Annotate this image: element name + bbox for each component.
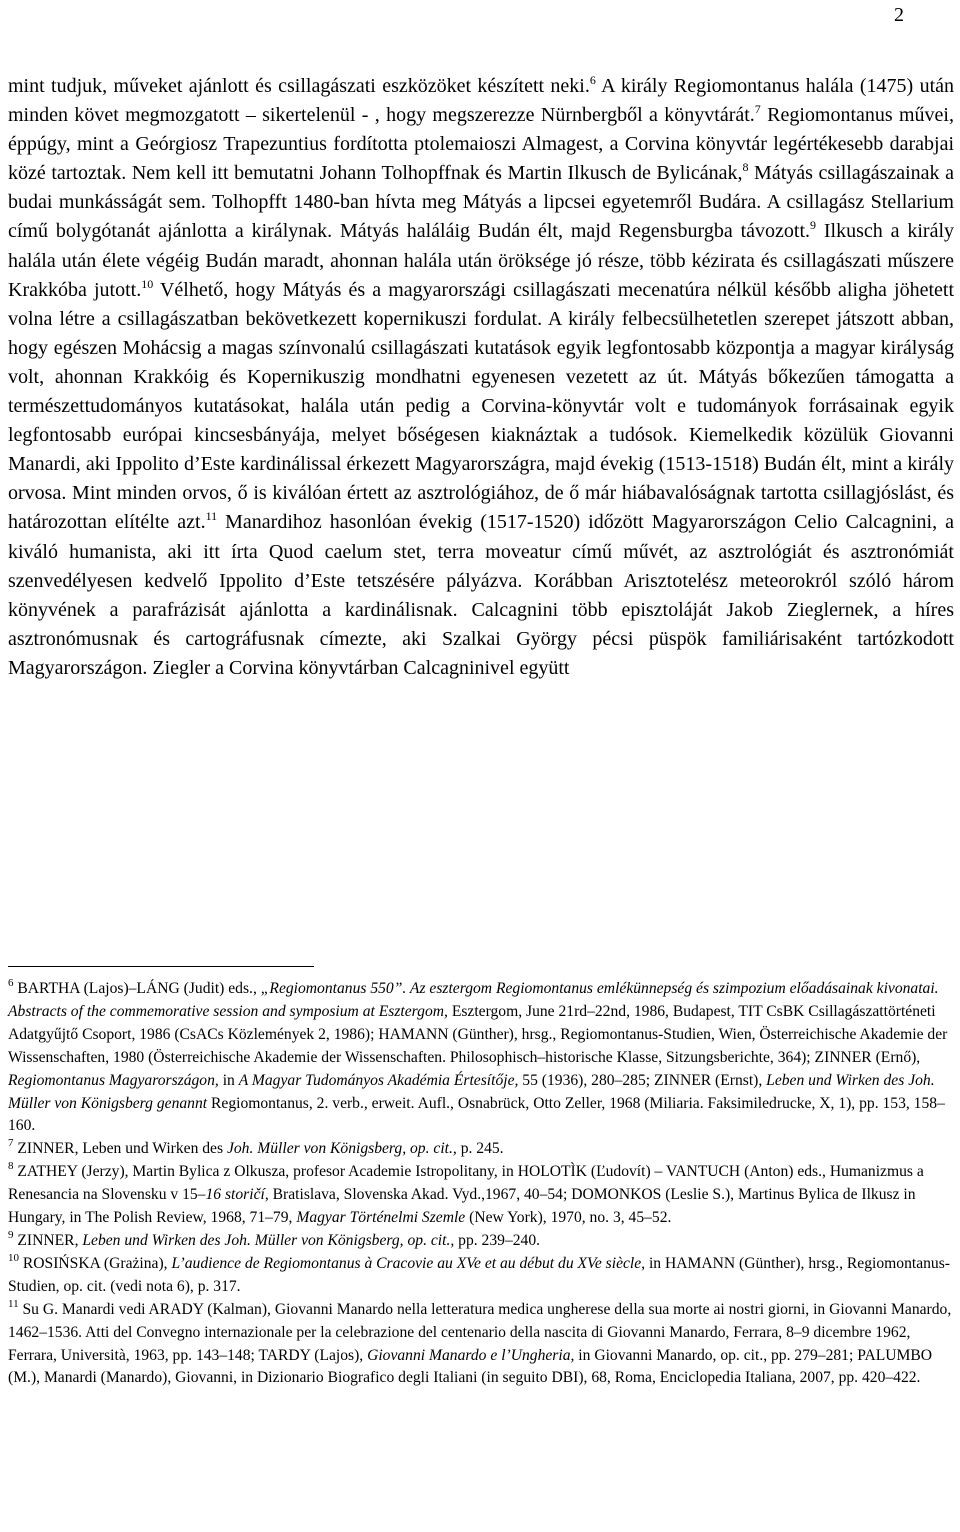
footnote-text: Esztergom, June 21rd–22nd, 1986, Budapest, TIT CsBK Csillagászattörténeti Adatgyűjtő Csoport, 1986 (CsACs Közlemények 2, 1986); HAMANN (Günther), hrsg., Regiomontanus-Studien, Wien, Österreichische Akademie der Wissenschaften, 1980 (Österreichische Akademie der Wissenschaften. Philosophisch–historische Klasse, Sitzungsberichte, 364); ZINNER (Ernő), <box>8 1002 948 1066</box>
footnote-6 <box>8 978 954 1138</box>
footnote-text: Regiomontanus, 2. verb., erweit. Aufl., Osnabrück, Otto Zeller, 1968 (Miliaria. Faksimiledrucke, X, 1), pp. 153, 158–160. <box>8 1094 945 1135</box>
footnote-italic-text: Leben und Wirken des Joh. Müller von Königsberg, op. cit., <box>82 1231 455 1249</box>
footnote-text: ZINNER, Leben und Wirken des <box>13 1140 227 1158</box>
footnote-ref: 6 <box>589 73 596 87</box>
footnote-text: Bratislava, Slovenska Akad. Vyd.,1967, 40–54; DOMONKOS (Leslie S.), Martinus Bylica de Ilkusz in Hungary, in The Polish Review, 1968, 71–79, <box>8 1186 916 1227</box>
footnote-italic-text: „Regiomontanus 550”. Az esztergom Regiomontanus emlékünnepség és szimpozium előadásainak kivonatai. Abstracts of the commemorative session and symposium at Esztergom, <box>8 980 939 1020</box>
footnote-text: in Giovanni Manardo, op. cit., pp. 279–281; PALUMBO (M.), Manardi (Manardo), Giovanni, in Dizionario Biografico degli Italiani (in seguito DBI), 68, Roma, Enciclopedia Italiana, 2007, pp. 420–422. <box>8 1346 933 1387</box>
footnote-10 <box>8 1253 954 1299</box>
footnote-ref: 10 <box>141 276 154 291</box>
main-text <box>8 72 954 683</box>
footnote-ref: 8 <box>742 160 749 175</box>
footnote-text: 55 (1936), 280–285; ZINNER (Ernst), <box>518 1071 767 1089</box>
footnote-ref: 7 <box>754 102 761 117</box>
footnote-text: ROSIŃSKA (Grażina), <box>19 1254 172 1272</box>
footnote-number: 11 <box>8 1297 19 1310</box>
text-run: mint tudjuk, műveket ajánlott és csillagászati eszközöket készített neki. <box>8 75 590 97</box>
footnotes <box>8 978 954 1390</box>
footnote-text: in <box>218 1071 239 1089</box>
footnote-7 <box>8 1138 954 1161</box>
footnote-italic-text: Regiomontanus Magyarországon, <box>8 1071 219 1089</box>
footnote-text: (New York), 1970, no. 3, 45–52. <box>465 1209 672 1227</box>
footnote-text: in HAMANN (Günther), hrsg., Regiomontanus-Studien, op. cit. (vedi nota 6), p. 317. <box>8 1254 950 1295</box>
page-number: 2 <box>894 4 904 26</box>
footnote-number: 6 <box>8 977 14 989</box>
footnote-text: BARTHA (Lajos)–LÁNG (Judit) eds., <box>13 980 261 997</box>
footnote-italic-text: Leben und Wirken des Joh. Müller von Königsberg genannt <box>8 1071 935 1112</box>
footnote-italic-text: Giovanni Manardo e l’Ungheria, <box>367 1346 575 1364</box>
text-run: A király Regiomontanus halála (1475) után minden követ megmozgatott – sikertelenül - , hogy megszerezze Nürnbergből a könyvtárát. <box>8 75 954 127</box>
footnote-11 <box>8 1299 954 1391</box>
text-run: Manardihoz hasonlóan évekig (1517-1520) időzött Magyarországon Celio Calcagnini, a kiváló humanista, aki itt írta Quod caelum stet, terra moveatur című művét, az asztrológiát és asztronómiát szenvedélyesen kedvelő Ippolito d’Este tetszésére pályázva. Korábban Arisztotelész meteorokról szóló három könyvének a parafrázisát ajánlotta a kardinálisnak. Calcagnini több episztoláját Jakob Zieglernek, a híres asztronómusnak és cartográfusnak címezte, aki Szalkai György pécsi püspök familiárisaként tartózkodott Magyarországon. Ziegler a Corvina könyvtárban Calcagninivel együtt <box>8 511 954 679</box>
footnote-text: ZINNER, <box>13 1231 83 1249</box>
footnote-text: Su G. Manardi vedi ARADY (Kalman), Giovanni Manardo nella letteratura medica ungherese della sua morte ai nostri giorni, in Giovanni Manardo, 1462–1536. Atti del Convegno internazionale per la celebrazione del centenario della nascita di Giovanni Manardo, Ferrara, 8–9 dicembre 1962, Ferrara, Università, 1963, pp. 143–148; TARDY (Lajos), <box>8 1300 952 1364</box>
text-run: Regiomontanus művei, éppúgy, mint a Geórgiosz Trapezuntius fordította ptolemaioszi Almagest, a Corvina könyvtár legértékesebb darabjai közé tartoztak. Nem kell itt bemutatni Johann Tolhopffnak és Martin Ilkusch de Bylicának, <box>8 104 954 185</box>
text-run: Ilkusch a király halála után élete végéig Budán maradt, ahonnan halála után öröksége jó része, több kézirata és csillagászati műszere Krakkóba jutott. <box>8 220 955 301</box>
footnote-number: 8 <box>8 1160 14 1173</box>
footnote-9 <box>8 1230 954 1253</box>
text-run: Vélhető, hogy Mátyás és a magyarországi csillagászati mecenatúra nélkül később aligha jöhetett volna létre a csillagászatban bekövetkezett kopernikuszi fordulat. A király felbecsülhetetlen szerepet játszott abban, hogy egészen Mohácsig a magas színvonalú csillagászati kutatások egyik legfontosabb központja a magyar királyság volt, ahonnan Krakkóig és Kopernikuszig mondhatni egyenesen vezetett az út. Mátyás bőkezűen támogatta a természettudományos kutatásokat, halála után pedig a Corvina-könyvtár volt e tudományok forrásainak egyik legfontosabb európai kincsesbányája, melyet bőségesen kiaknáztak a tudósok. Kiemelkedik közülük Giovanni Manardi, aki Ippolito d’Este kardinálissal érkezett Magyarországra, majd évekig (1513-1518) Budán élt, mint a király orvosa. Mint minden orvos, ő is kiválóan értett az asztrológiához, de ő már hiábavalóságnak tartotta csillagjóslást, és határozottan elítélte azt. <box>8 278 954 534</box>
footnote-italic-text: Joh. Müller von Königsberg, op. cit., <box>226 1140 457 1158</box>
footnote-separator <box>8 966 314 967</box>
footnote-ref: 9 <box>810 218 817 233</box>
text-run: Mátyás csillagászainak a budai munkásságát sem. Tolhopfft 1480-ban hívta meg Mátyás a lipcsei egyetemről Budára. A csillagász Stellarium című bolygótanát ajánlotta a királynak. Mátyás haláláig Budán élt, majd Regensburgba távozott. <box>8 162 954 243</box>
footnote-ref: 11 <box>205 509 218 524</box>
footnote-8 <box>8 1161 954 1230</box>
footnote-italic-text: A Magyar Tudományos Akadémia Értesítője, <box>238 1071 519 1089</box>
footnote-italic-text: L’audience de Regiomontanus à Cracovie au XVe et au début du XVe siècle, <box>171 1254 646 1272</box>
footnote-number: 7 <box>8 1137 14 1150</box>
footnote-italic-text: Magyar Történelmi Szemle <box>296 1209 466 1227</box>
footnote-text: ZATHEY (Jerzy), Martin Bylica z Olkusza, profesor Academie Istropolitany, in HOLOTÌK (Ľudovít) – VANTUCH (Anton) eds., Humanizmus a Renesancia na Slovensku v 15– <box>8 1163 924 1204</box>
footnote-number: 9 <box>8 1228 14 1241</box>
footnote-italic-text: 16 storičí, <box>205 1186 269 1204</box>
footnote-text: pp. 239–240. <box>454 1231 541 1249</box>
footnote-text: p. 245. <box>456 1140 504 1158</box>
footnote-number: 10 <box>8 1251 19 1264</box>
